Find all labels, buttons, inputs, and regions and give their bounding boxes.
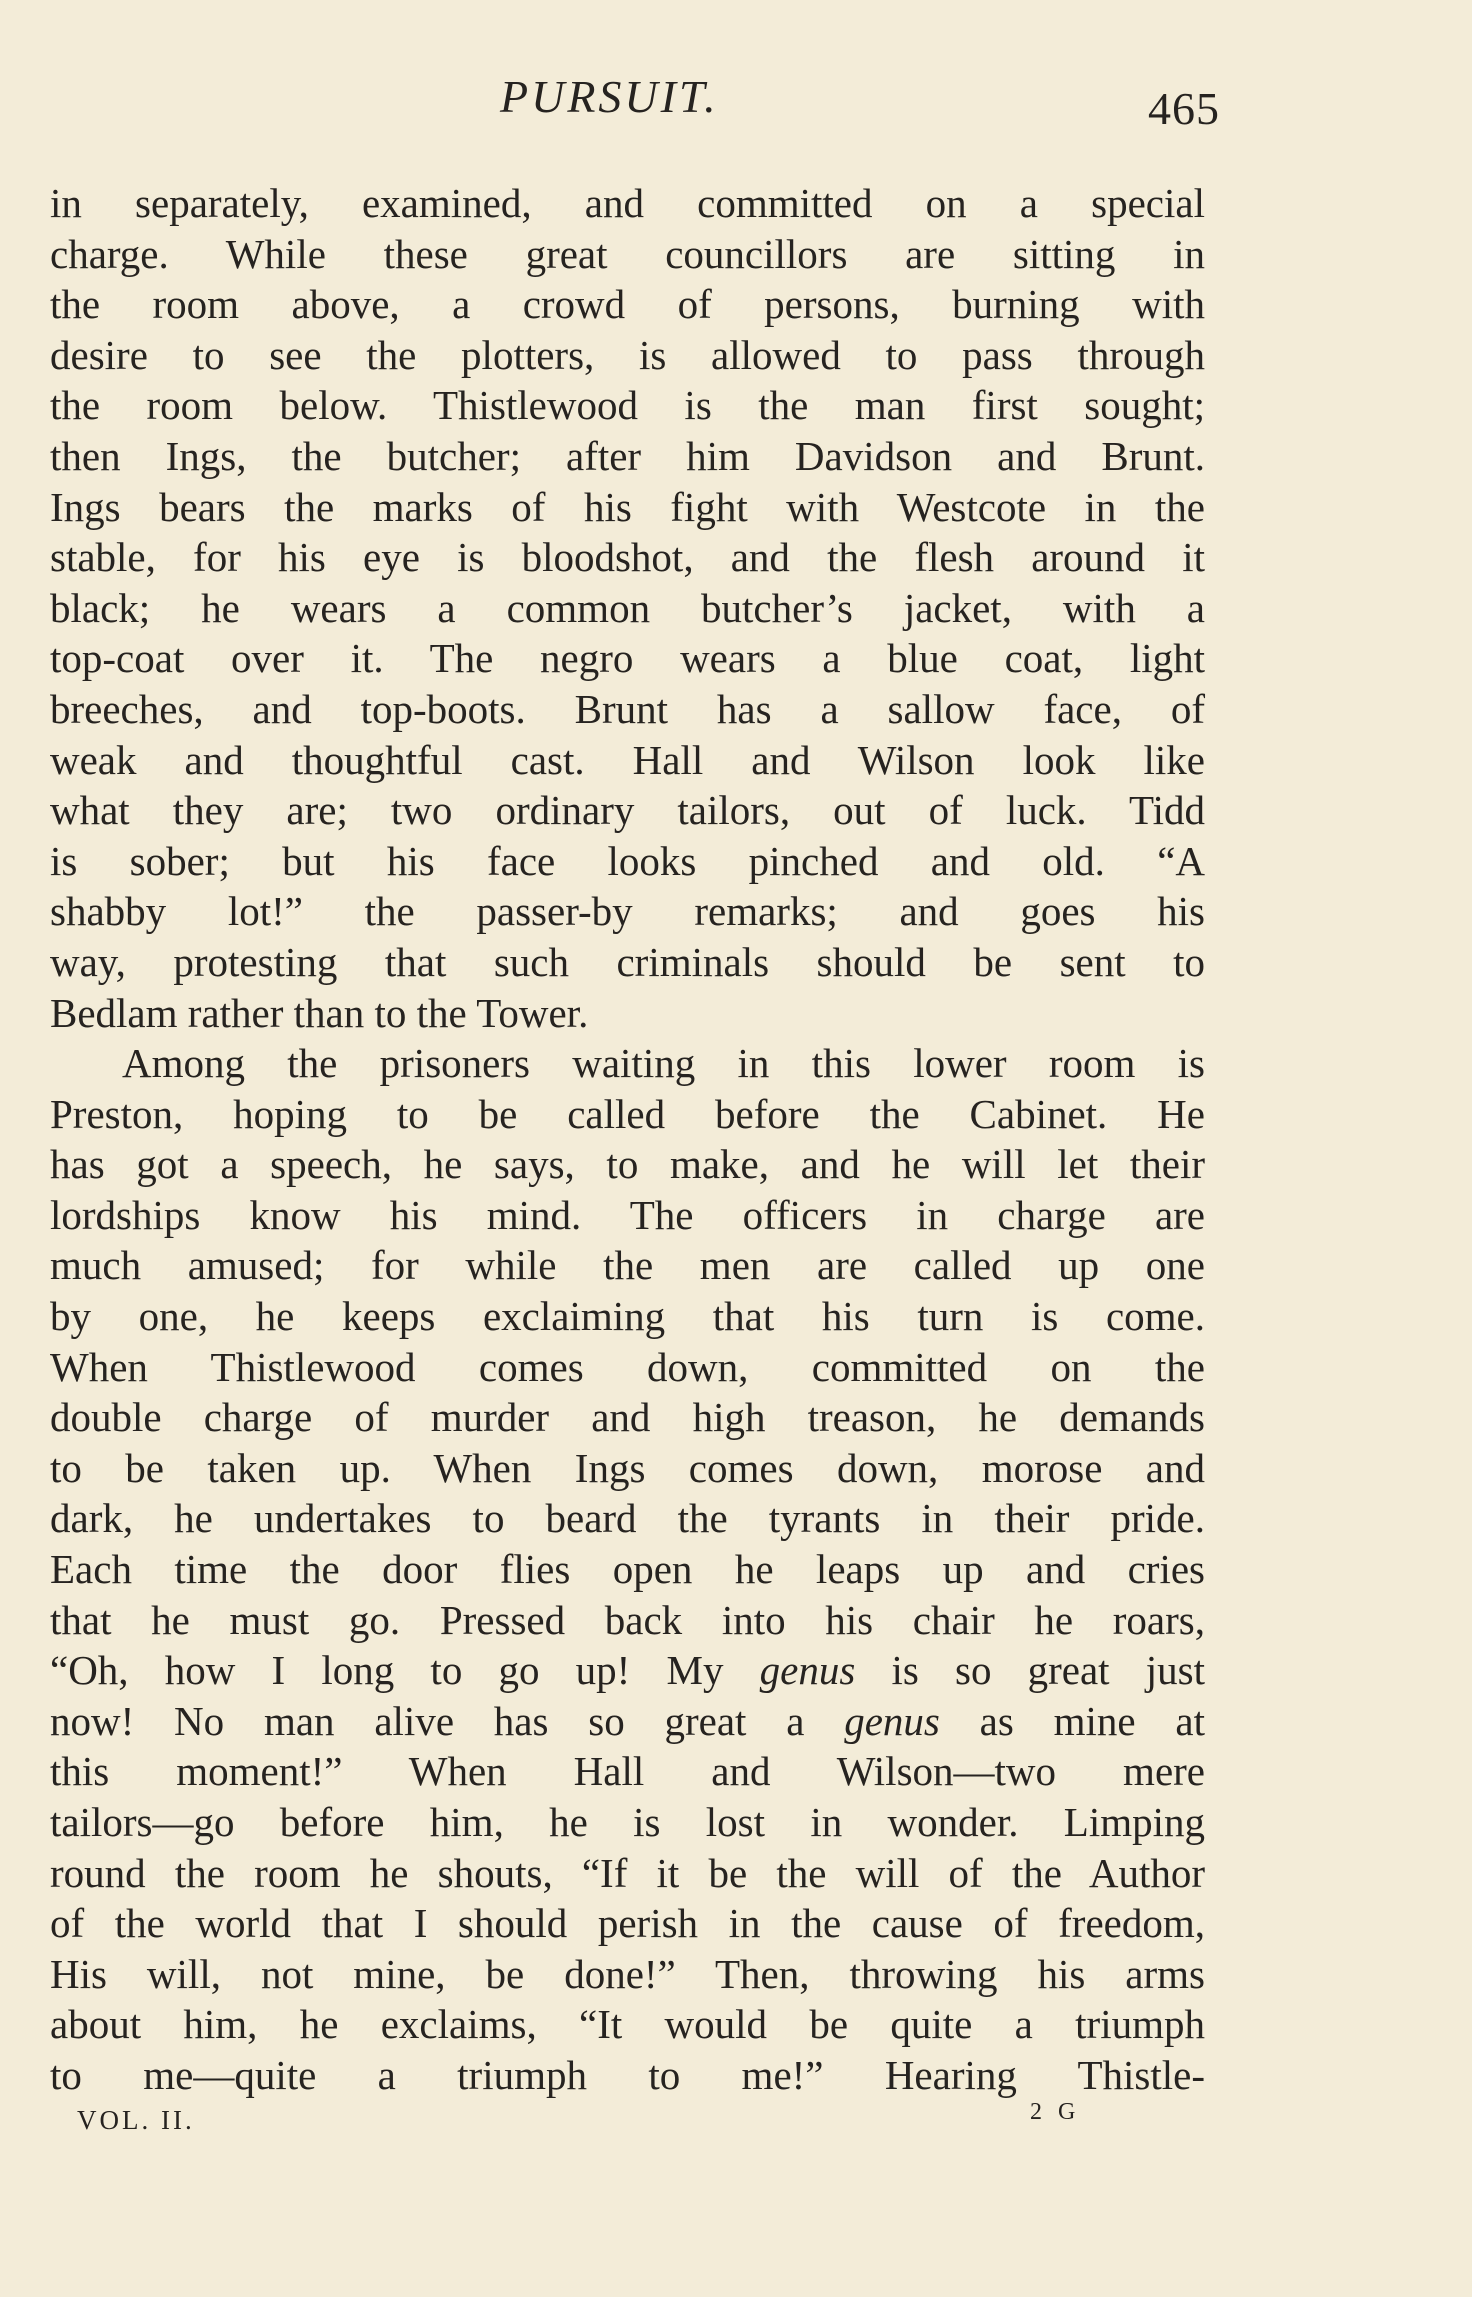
- text-line: breeches, and top-boots. Brunt has a sallow face, of: [50, 685, 1205, 732]
- text-line: is sober; but his face looks pinched and old. “A: [50, 837, 1205, 884]
- page-number: 465: [1148, 83, 1220, 134]
- text-line: has got a speech, he says, to make, and he will let their: [50, 1141, 1205, 1188]
- text-line: Bedlam rather than to the Tower.: [50, 989, 589, 1036]
- text-line: much amused; for while the men are called up one: [50, 1242, 1205, 1289]
- text-line: “Oh, how I long to go up! My genus is so great just: [50, 1647, 1205, 1694]
- text-line: the room below. Thistlewood is the man first sought;: [50, 382, 1205, 429]
- text-line: Preston, hoping to be called before the Cabinet. He: [50, 1090, 1205, 1137]
- text-line: by one, he keeps exclaiming that his turn is come.: [50, 1293, 1205, 1340]
- text-line: that he must go. Pressed back into his chair he roars,: [50, 1596, 1205, 1643]
- signature-mark: 2 G: [1030, 2099, 1081, 2125]
- text-line: Each time the door flies open he leaps up and cries: [50, 1546, 1205, 1593]
- volume-marker: VOL. II.: [77, 2105, 195, 2135]
- text-line: His will, not mine, be done!” Then, throwing his arms: [50, 1950, 1205, 1997]
- text-line: lordships know his mind. The officers in charge are: [50, 1191, 1205, 1238]
- text-line: in separately, examined, and committed on a special: [50, 180, 1205, 226]
- text-line: this moment!” When Hall and Wilson—two mere: [50, 1748, 1205, 1795]
- text-line: charge. While these great councillors are sitting in: [50, 230, 1205, 277]
- body-text: [50, 178, 1205, 2101]
- text-line: what they are; two ordinary tailors, out of luck. Tidd: [50, 787, 1205, 834]
- text-line: When Thistlewood comes down, committed on the: [50, 1343, 1205, 1390]
- text-line: Ings bears the marks of his fight with Westcote in the: [50, 483, 1205, 530]
- text-line: round the room he shouts, “If it be the will of the Author: [50, 1849, 1205, 1896]
- page-footer: [0, 2099, 1472, 2145]
- text-line: weak and thoughtful cast. Hall and Wilson look like: [50, 736, 1205, 783]
- text-line: black; he wears a common butcher’s jacket, with a: [50, 584, 1205, 631]
- text-line: way, protesting that such criminals should be sent to: [50, 938, 1205, 985]
- text-line: the room above, a crowd of persons, burning with: [50, 281, 1205, 328]
- text-line: of the world that I should perish in the cause of freedom,: [50, 1900, 1205, 1947]
- text-line: double charge of murder and high treason, he demands: [50, 1394, 1205, 1441]
- text-line: shabby lot!” the passer-by remarks; and goes his: [50, 888, 1205, 935]
- text-line: now! No man alive has so great a genus as mine at: [50, 1697, 1205, 1744]
- text-line: tailors—go before him, he is lost in wonder. Limping: [50, 1799, 1205, 1845]
- paragraph-first-line: Among the prisoners waiting in this lower room is: [122, 1040, 1205, 1087]
- text-line: stable, for his eye is bloodshot, and the flesh around it: [50, 534, 1205, 581]
- running-title: PURSUIT.: [500, 71, 719, 122]
- running-head: [0, 70, 1472, 140]
- text-line: dark, he undertakes to beard the tyrants in their pride.: [50, 1495, 1205, 1542]
- italic-word: genus: [759, 1647, 856, 1694]
- text-line: to be taken up. When Ings comes down, morose and: [50, 1444, 1205, 1491]
- italic-word: genus: [844, 1697, 940, 1744]
- text-line: then Ings, the butcher; after him Davidson and Brunt.: [50, 432, 1205, 479]
- text-line: desire to see the plotters, is allowed to pass through: [50, 331, 1205, 378]
- text-line: to me—quite a triumph to me!” Hearing Thistle-: [50, 2051, 1205, 2098]
- text-line: about him, he exclaims, “It would be quite a triumph: [50, 2001, 1205, 2048]
- text-line: top-coat over it. The negro wears a blue coat, light: [50, 635, 1205, 682]
